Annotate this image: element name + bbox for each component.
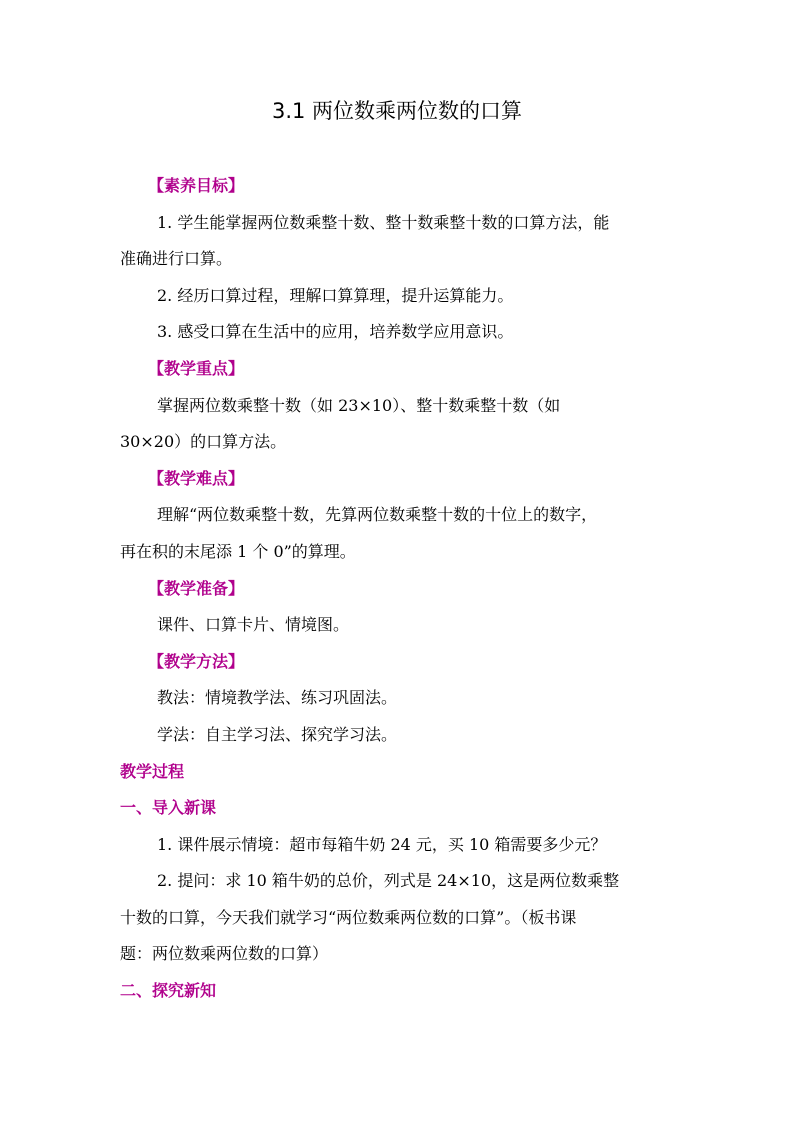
section-1-heading: 一、导入新课 (120, 798, 217, 818)
section-2-heading: 二、探究新知 (120, 981, 217, 1001)
methods-teaching: 教法：情境教学法、练习巩固法。 (157, 688, 398, 708)
section-1-item-1: 1. 课件展示情境：超市每箱牛奶 24 元，买 10 箱需要多少元？ (157, 834, 607, 854)
preparation-heading: 【教学准备】 (148, 578, 245, 598)
methods-learning: 学法：自主学习法、探究学习法。 (157, 724, 398, 744)
goals-item-3: 3. 感受口算在生活中的应用，培养数学应用意识。 (157, 322, 514, 342)
key-points-line-2: 30×20）的口算方法。 (120, 432, 287, 452)
preparation-line-1: 课件、口算卡片、情境图。 (157, 615, 350, 635)
key-points-heading: 【教学重点】 (148, 358, 245, 378)
process-heading: 教学过程 (120, 761, 185, 781)
section-1-item-2-line-2: 十数的口算，今天我们就学习“两位数乘两位数的口算”。（板书课 (120, 907, 577, 927)
methods-heading: 【教学方法】 (148, 651, 245, 671)
section-1-item-2-line-3: 题：两位数乘两位数的口算） (120, 944, 329, 964)
goals-heading: 【素养目标】 (148, 176, 245, 195)
page-title: 3.1 两位数乘两位数的口算 (271, 99, 523, 123)
key-points-line-1: 掌握两位数乘整十数（如 23×10）、整十数乘整十数（如 (157, 395, 561, 415)
difficulties-line-1: 理解“两位数乘整十数，先算两位数乘整十数的十位上的数字， (157, 505, 598, 525)
difficulties-heading: 【教学难点】 (148, 468, 245, 488)
section-1-item-2-line-1: 2. 提问：求 10 箱牛奶的总价，列式是 24×10，这是两位数乘整 (157, 871, 620, 891)
document-body (120, 168, 678, 1010)
goals-item-2: 2. 经历口算过程，理解口算算理，提升运算能力。 (157, 285, 514, 305)
difficulties-line-2: 再在积的末尾添 1 个 0”的算理。 (120, 541, 356, 561)
goals-item-1-line-1: 1. 学生能掌握两位数乘整十数、整十数乘整十数的口算方法，能 (157, 212, 610, 232)
goals-item-1-line-2: 准确进行口算。 (120, 249, 233, 269)
